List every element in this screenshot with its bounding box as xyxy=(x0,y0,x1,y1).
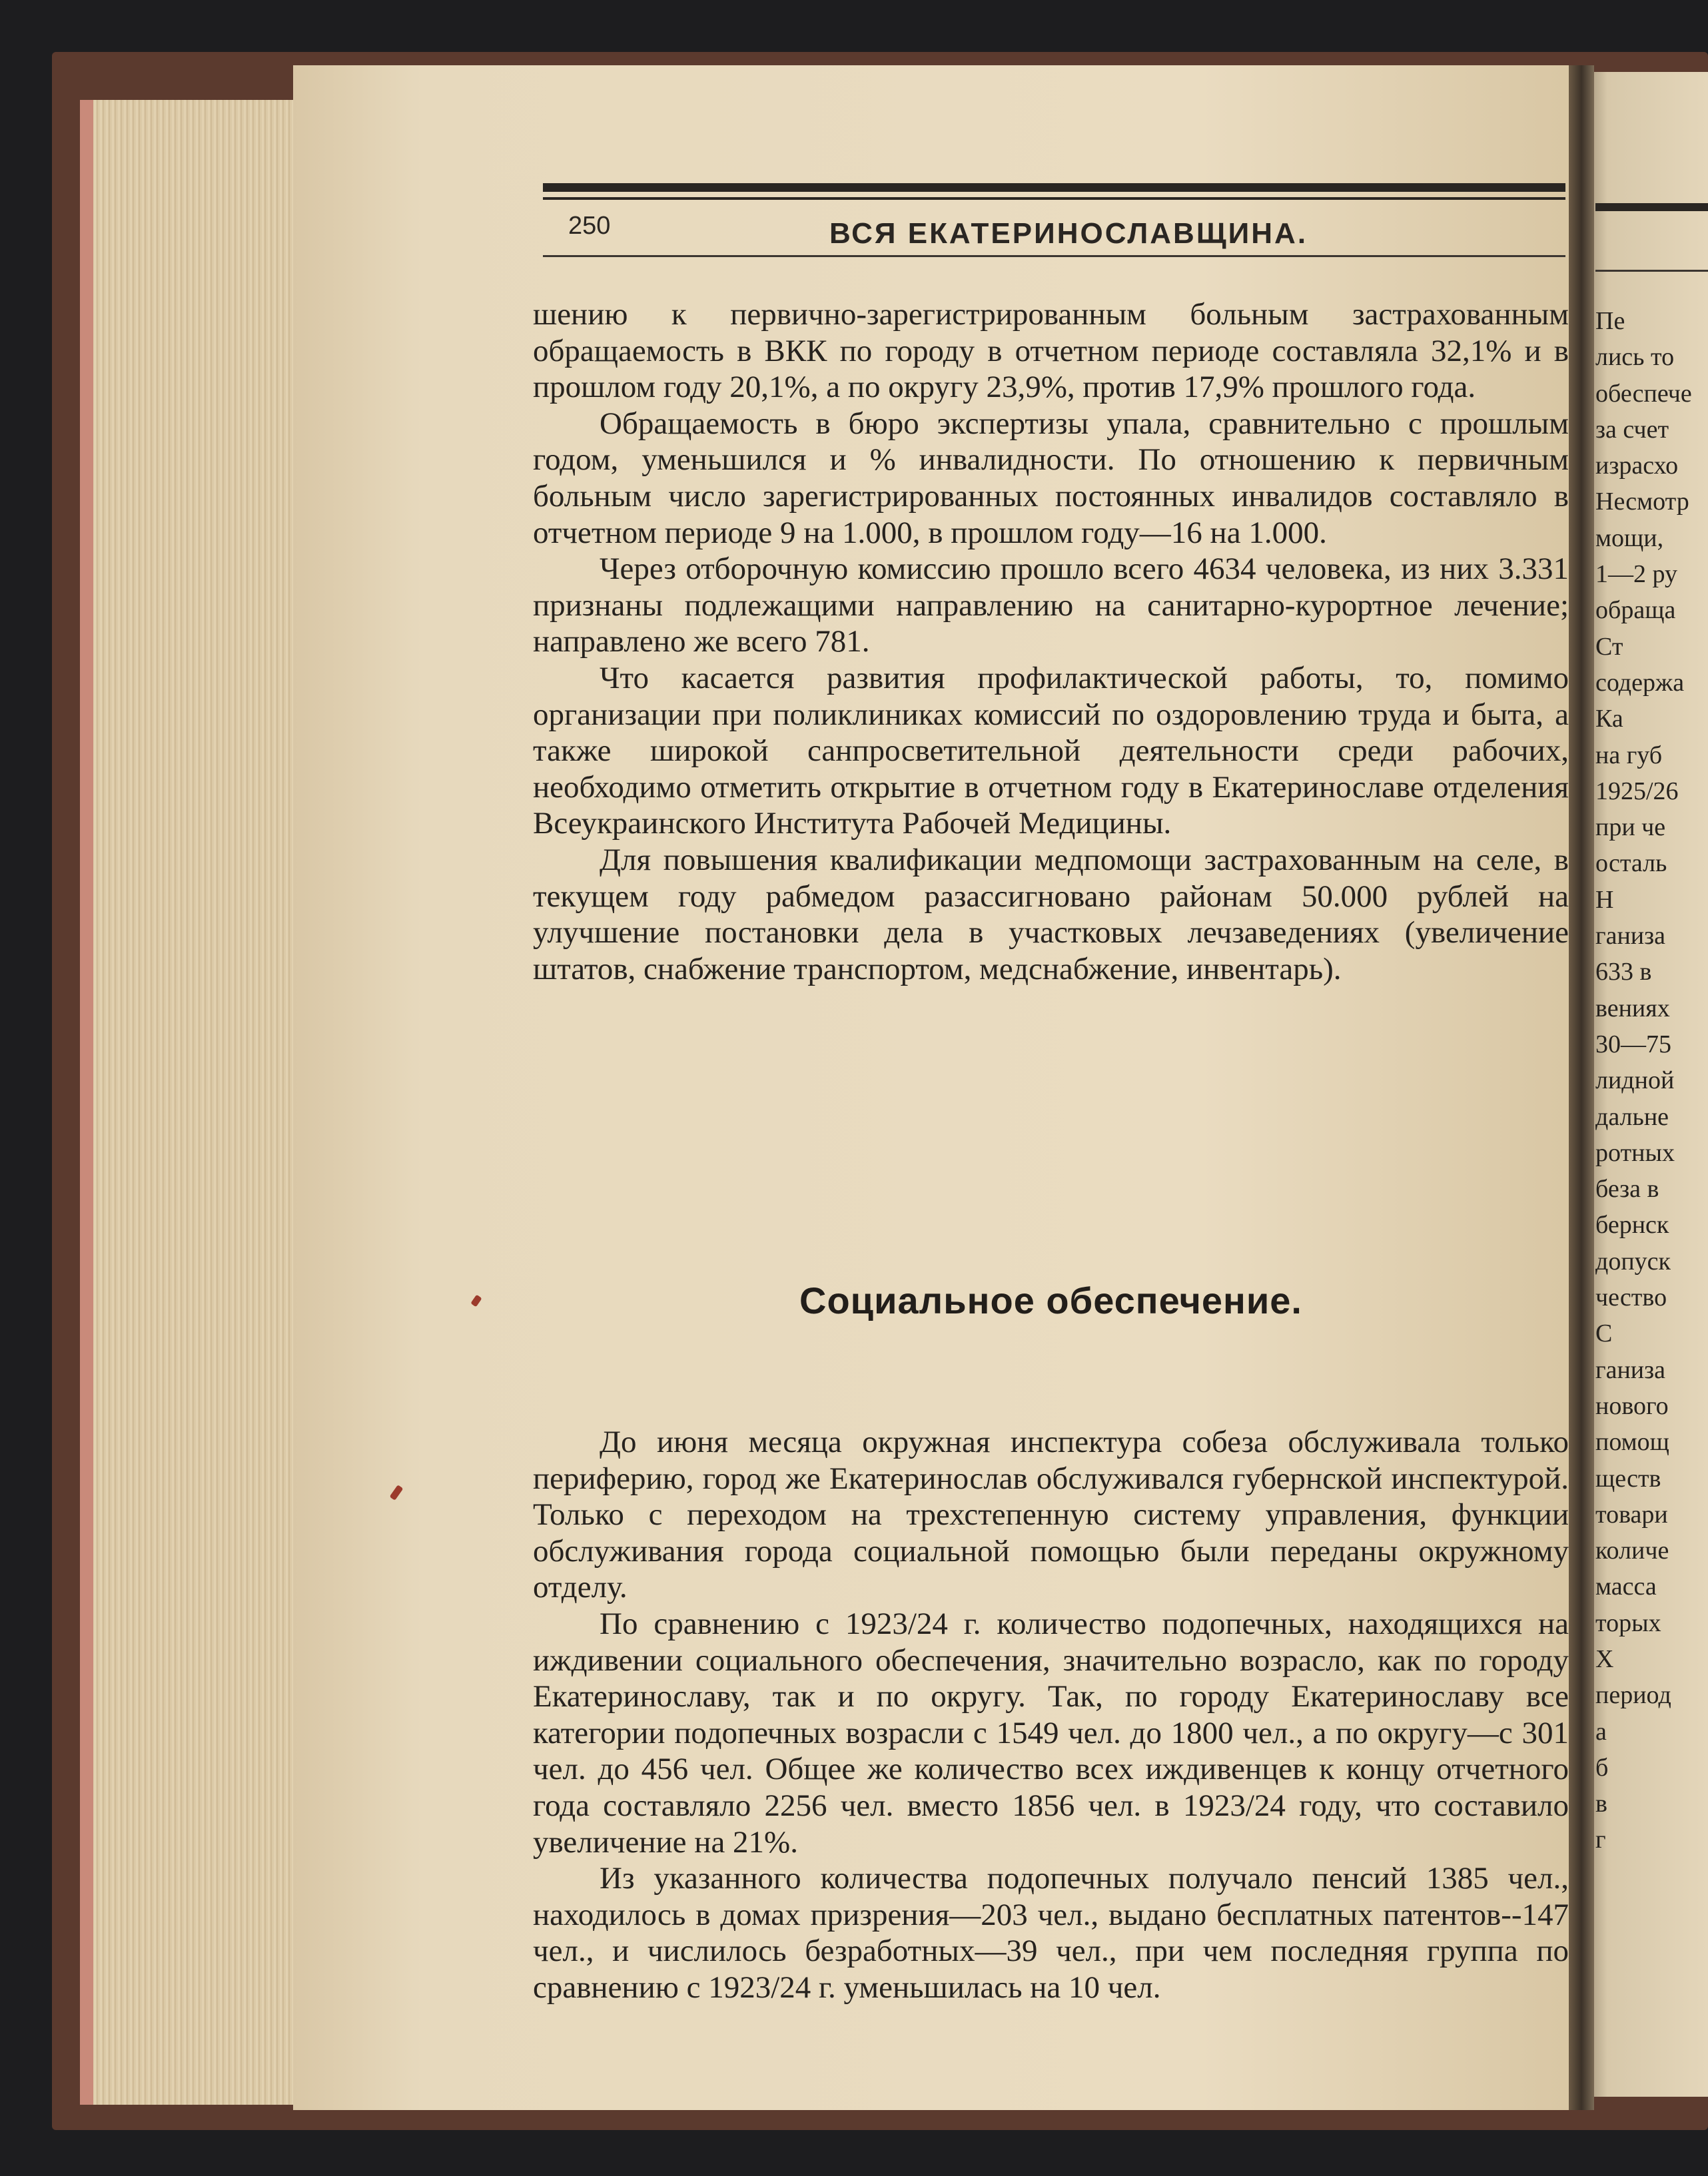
right-page-line: Н xyxy=(1595,885,1614,914)
right-page-line: количе xyxy=(1595,1537,1669,1565)
right-page-line: бернск xyxy=(1595,1211,1669,1240)
header-rule-thin xyxy=(543,197,1565,200)
right-page-line: ганиза xyxy=(1595,1355,1666,1384)
right-page-line: обеспече xyxy=(1595,379,1692,408)
right-page-line: 1—2 ру xyxy=(1595,560,1677,589)
running-title: ВСЯ ЕКАТЕРИНОСЛАВЩИНА. xyxy=(829,217,1308,250)
right-page-line: 30—75 xyxy=(1595,1030,1671,1058)
right-page-line: Пе xyxy=(1595,307,1625,335)
right-page-line: товари xyxy=(1595,1500,1668,1529)
right-page-line: масса xyxy=(1595,1573,1657,1601)
paragraph: Для повышения квалификации медпомощи застрахованным на селе, в текущем году рабмедом разассигновано районам 50.000 рублей на улучшение постановки дела в участковых лечзаведениях (увеличение штатов, снабжение транспортом, медснабжение, инвентарь). xyxy=(533,842,1569,986)
paragraph: Что касается развития профилактической работы, то, помимо организации при поликлиниках комиссий по оздоровлению труда и быта, а также широкой санпросветительной деятельности среди рабочих, необходимо отметить открытие в отчетном году в Екатеринославе отделения Всеукраинского Института Рабочей Медицины. xyxy=(533,660,1569,841)
right-page-line: вениях xyxy=(1595,994,1670,1022)
right-page-line: период xyxy=(1595,1681,1671,1710)
right-page-line: в xyxy=(1595,1790,1607,1818)
right-page-line: израсхо xyxy=(1595,452,1679,480)
body-text-section xyxy=(533,1424,1569,2006)
right-page-line: г xyxy=(1595,1826,1606,1854)
right-page-line: ществ xyxy=(1595,1464,1661,1493)
right-header-rule-thin xyxy=(1595,270,1708,272)
right-page-line: дальне xyxy=(1595,1102,1669,1131)
right-page-line: нового xyxy=(1595,1391,1669,1420)
scan-background-bottom xyxy=(0,2138,1708,2176)
paragraph: Из указанного количества подопечных получало пенсий 1385 чел., находилось в домах призрения—203 чел., выдано бесплатных патентов--147 чел., и числилось безработных—39 чел., при чем последняя группа по сравнению с 1923/24 г. уменьшилась на 10 чел. xyxy=(533,1861,1569,2005)
page-number: 250 xyxy=(568,212,611,240)
header-rule-under xyxy=(543,255,1565,257)
right-page-line: лись то xyxy=(1595,343,1675,372)
right-page-line: ганиза xyxy=(1595,922,1666,950)
right-page-line: Ст xyxy=(1595,632,1623,661)
right-page-line: ротных xyxy=(1595,1138,1675,1167)
paragraph: Обращаемость в бюро экспертизы упала, сравнительно с прошлым годом, уменьшился и % инвалидности. По отношению к первичным больным число зарегистрированных постоянных инвалидов составляло в отчетном периоде 9 на 1.000, в прошлом году—16 на 1.000. xyxy=(533,406,1569,550)
body-text-top xyxy=(533,296,1569,987)
right-page-line: б xyxy=(1595,1753,1609,1782)
right-page-text xyxy=(1595,303,1708,1858)
paragraph: шению к первично-зарегистрированным больным застрахованным обращаемость в ВКК по городу в отчетном периоде составляла 32,1% и в прошлом году 20,1%, а по округу 23,9%, против 17,9% прошлого года. xyxy=(533,297,1569,405)
section-heading: Социальное обеспечение. xyxy=(799,1279,1302,1321)
right-header-rule-thick xyxy=(1595,203,1708,211)
right-page-line: Х xyxy=(1595,1644,1614,1673)
right-page-line: Несмотр xyxy=(1595,488,1689,516)
right-page-line: помощ xyxy=(1595,1428,1669,1457)
right-page-line: содержа xyxy=(1595,668,1685,697)
right-page-line: обраща xyxy=(1595,596,1676,625)
right-page-line: торых xyxy=(1595,1609,1661,1637)
right-page-line: лидной xyxy=(1595,1066,1675,1095)
right-page-line: осталь xyxy=(1595,849,1667,878)
right-page-line: С xyxy=(1595,1319,1613,1348)
paragraph: Через отборочную комиссию прошло всего 4634 человека, из них 3.331 признаны подлежащими направлению на санитарно-курортное лечение; направлено же всего 781. xyxy=(533,551,1569,659)
right-page-line: беза в xyxy=(1595,1175,1659,1204)
right-page-line: за счет xyxy=(1595,415,1669,444)
right-page-line: допуск xyxy=(1595,1247,1671,1275)
right-page-line: а xyxy=(1595,1717,1607,1746)
page-edges xyxy=(80,100,306,2105)
right-page-line: Ка xyxy=(1595,705,1623,733)
right-page-line: на губ xyxy=(1595,741,1663,769)
paragraph: По сравнению с 1923/24 г. количество подопечных, находящихся на иждивении социального обеспечения, значительно возрасло, как по городу Екатеринославу, так и по округу. Так, по городу Екатеринославу все категории подопечных возрасли с 1549 чел. до 1800 чел., а по округу—с 301 чел. до 456 чел. Общее же количество всех иждивенцев к концу отчетного года составляло 2256 чел. вместо 1856 чел. в 1923/24 году, что составило увеличение на 21%. xyxy=(533,1606,1569,1860)
right-page-line: мощи, xyxy=(1595,524,1664,552)
right-page-line: чество xyxy=(1595,1283,1667,1312)
book-gutter xyxy=(1569,65,1594,2110)
right-page-line: 633 в xyxy=(1595,958,1652,986)
header-rule-thick xyxy=(543,183,1565,192)
paragraph: До июня месяца окружная инспектура собеза обслуживала только периферию, город же Екатеринослав обслуживался губернской инспектурой. Только с переходом на трехстепенную систему управления, функции обслуживания города социальной помощью были переданы окружному отделу. xyxy=(533,1425,1569,1605)
right-page-line: 1925/26 xyxy=(1595,777,1679,805)
right-page-line: при че xyxy=(1595,813,1666,842)
